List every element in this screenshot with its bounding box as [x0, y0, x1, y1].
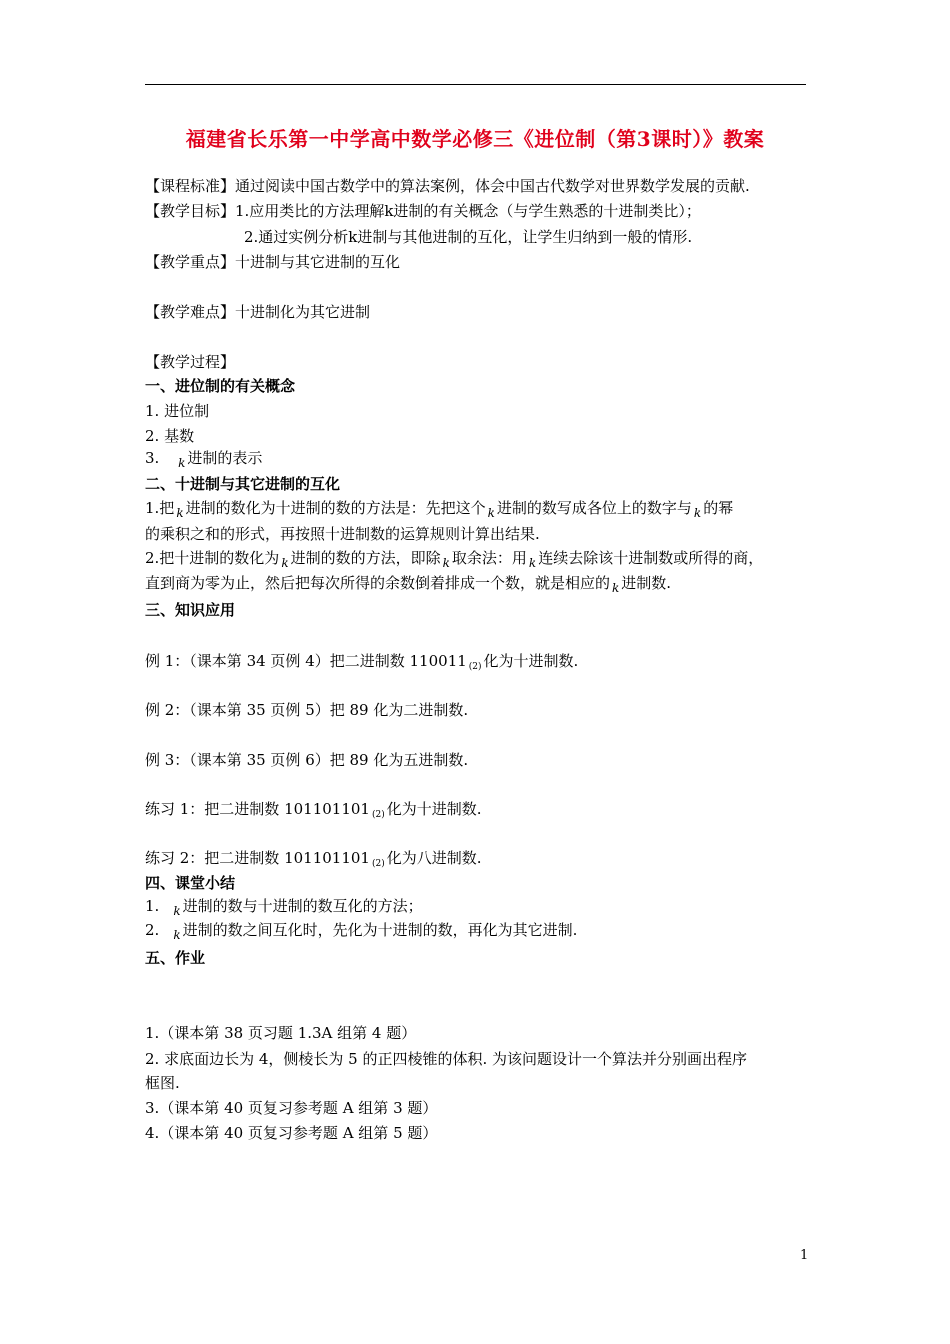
math-variable: k [173, 928, 181, 942]
course-standard: 【课程标准】通过阅读中国古数学中的算法案例，体会中国古代数学对世界数学发展的贡献. [145, 177, 750, 195]
difficulty: 【教学难点】十进制化为其它进制 [145, 303, 371, 321]
paragraph-line: 直到商为零为止，然后把每次所得的余数倒着排成一个数，就是相应的 $_k$ 进制数. [145, 574, 672, 595]
list-number: 3. [145, 449, 160, 467]
example-2: 例 2：（课本第 35 页例 5）把 89 化为二进制数. [145, 701, 469, 719]
math-variable: k [281, 556, 289, 570]
header-rule [145, 84, 806, 85]
math-variable: k [178, 456, 186, 470]
base-subscript: (2) [468, 662, 482, 672]
section-3-heading: 三、知识应用 [145, 601, 236, 619]
section-1-heading: 一、进位制的有关概念 [145, 377, 296, 395]
key-point: 【教学重点】十进制与其它进制的互化 [145, 253, 401, 271]
goal-1: 【教学目标】1.应用类比的方法理解k进制的有关概念（与学生熟悉的十进制类比）； [145, 202, 701, 220]
paragraph-line: 的乘积之和的形式，再按照十进制数的运算规则计算出结果. [145, 525, 540, 543]
list-text: 进制的表示 [187, 449, 263, 467]
homework-item: 1.（课本第 38 页习题 1.3A 组第 4 题） [145, 1024, 417, 1042]
paragraph-line: 2.把十进制的数化为 $_k$ 进制的数的方法，即除 $_k$ 取余法：用 $_k$ 连续去除该十进制数或所得的商， [145, 549, 764, 570]
list-item: 1. 进位制 [145, 402, 210, 420]
page-title: 福建省长乐第一中学高中数学必修三《进位制（第3课时）》教案 [185, 127, 765, 151]
math-variable: k [442, 556, 450, 570]
base-subscript: (2) [371, 859, 385, 869]
list-item: 2. $_k$ 进制的数之间互化时，先化为十进制的数，再化为其它进制. [145, 921, 578, 942]
homework-item-continued: 框图. [145, 1074, 180, 1092]
practice-2: 练习 2：把二进制数 101101101 $_{(2)}$ 化为八进制数. [145, 849, 482, 869]
practice-1: 练习 1：把二进制数 101101101 $_{(2)}$ 化为十进制数. [145, 800, 482, 820]
section-2-heading: 二、十进制与其它进制的互化 [145, 475, 341, 493]
math-variable: k [487, 506, 495, 520]
homework-item: 3.（课本第 40 页复习参考题 A 组第 3 题） [145, 1099, 438, 1117]
math-variable: k [176, 506, 184, 520]
math-variable: k [612, 581, 620, 595]
math-variable: k [528, 556, 537, 570]
section-4-heading: 四、课堂小结 [145, 874, 236, 892]
base-subscript: (2) [371, 810, 385, 820]
list-item: 2. 基数 [145, 427, 195, 445]
section-5-heading: 五、作业 [145, 949, 206, 967]
list-item: 1. $_k$ 进制的数与十进制的数互化的方法； [145, 897, 423, 918]
paragraph-line: 1.把 $_k$ 进制的数化为十进制的数的方法是：先把这个 $_k$ 进制的数写成各位上的数字与 $_k$ 的幂 [145, 499, 734, 520]
homework-item: 2. 求底面边长为 4，侧棱长为 5 的正四棱锥的体积. 为该问题设计一个算法并分别画出程序 [145, 1050, 748, 1068]
process-label: 【教学过程】 [145, 353, 236, 371]
math-variable: k [173, 904, 181, 918]
goal-2: 2.通过实例分析k进制与其他进制的互化，让学生归纳到一般的情形. [244, 228, 693, 246]
homework-item: 4.（课本第 40 页复习参考题 A 组第 5 题） [145, 1124, 438, 1142]
example-1: 例 1：（课本第 34 页例 4）把二进制数 110011 $_{(2)}$ 化为十进制数. [145, 652, 579, 672]
math-variable: k [693, 506, 702, 520]
example-3: 例 3：（课本第 35 页例 6）把 89 化为五进制数. [145, 751, 469, 769]
list-item [145, 448, 262, 469]
page-number: 1 [800, 1248, 809, 1263]
